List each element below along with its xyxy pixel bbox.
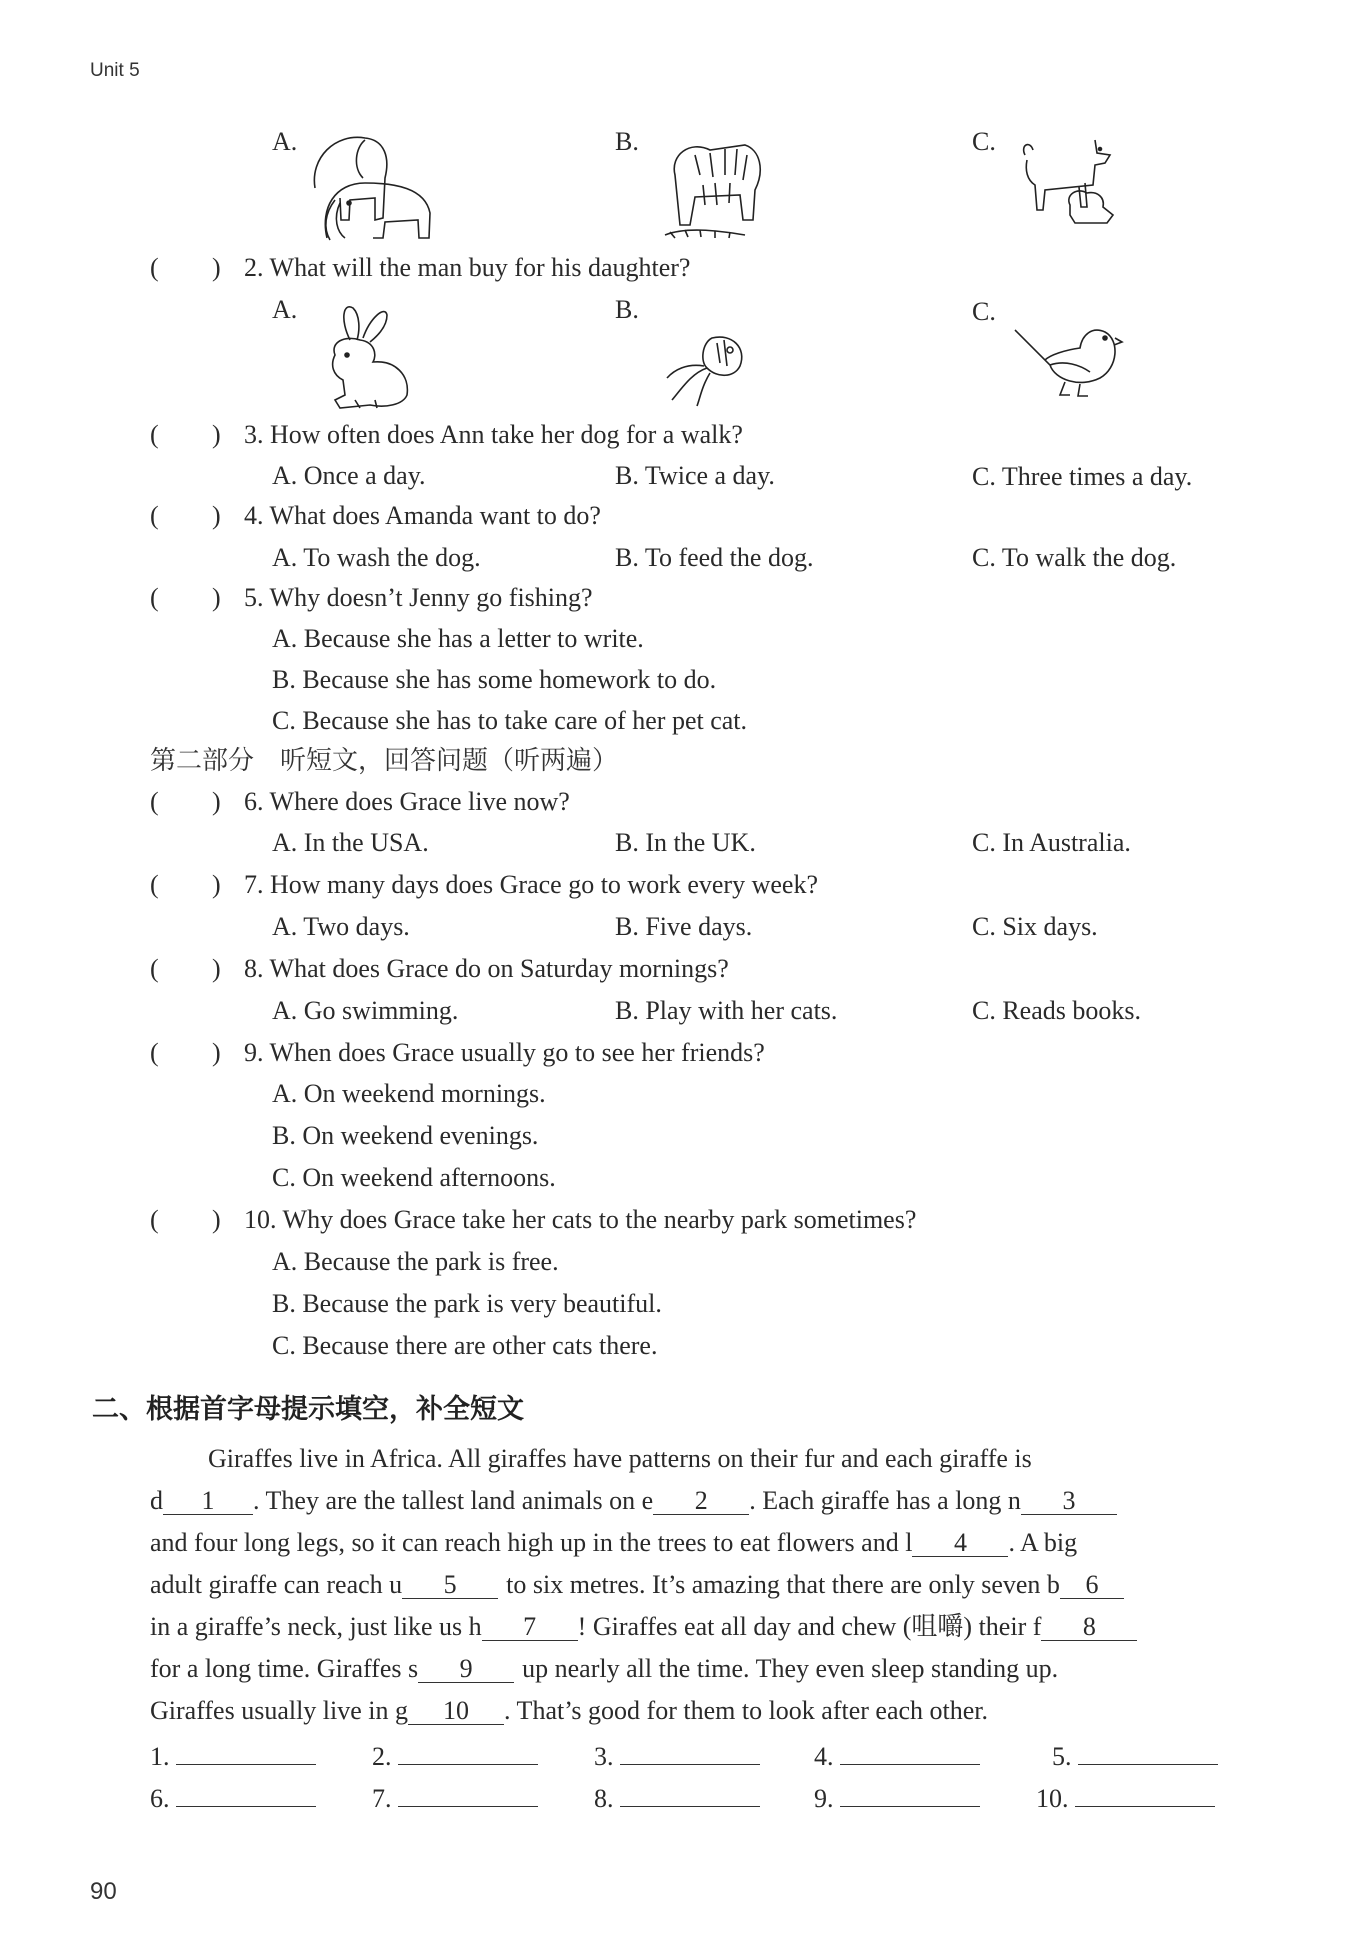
answer-line-6[interactable] xyxy=(176,1782,316,1807)
q9-question: 9. When does Grace usually go to see her friends? xyxy=(244,1038,765,1067)
rabbit-icon xyxy=(315,300,420,412)
q2-option-c-label: C. xyxy=(972,297,996,326)
answer-line-3[interactable] xyxy=(620,1740,760,1765)
q7-paren-right: ) xyxy=(212,870,221,899)
answer-row-1-item-3 xyxy=(594,1740,760,1772)
blank-1[interactable]: 1 xyxy=(163,1488,253,1515)
q2-paren-left: ( xyxy=(150,253,159,282)
q9-paren-left: ( xyxy=(150,1038,159,1067)
answer-row-2-item-8 xyxy=(594,1782,760,1814)
q7-option-a: A. Two days. xyxy=(272,912,410,941)
q9-paren-right: ) xyxy=(212,1038,221,1067)
answer-line-10[interactable] xyxy=(1075,1782,1215,1807)
passage-line-4 xyxy=(150,1570,1124,1600)
q3-paren-right: ) xyxy=(212,420,221,449)
q10-option-a: A. Because the park is free. xyxy=(272,1247,559,1276)
q2-question: 2. What will the man buy for his daughter? xyxy=(244,253,691,282)
answer-number: 8. xyxy=(594,1784,614,1813)
answer-number: 1. xyxy=(150,1742,170,1771)
q2-paren-right: ) xyxy=(212,253,221,282)
page-number: 90 xyxy=(90,1878,117,1905)
q3-option-a: A. Once a day. xyxy=(272,461,426,490)
q5-option-b: B. Because she has some homework to do. xyxy=(272,665,717,694)
passage-line-2 xyxy=(150,1486,1117,1516)
q6-option-b: B. In the UK. xyxy=(615,828,756,857)
passage-text: ! Giraffes eat all day and chew (咀嚼) their f xyxy=(577,1612,1042,1641)
bird-icon xyxy=(1010,320,1125,400)
answer-number: 4. xyxy=(814,1742,834,1771)
q10-option-c: C. Because there are other cats there. xyxy=(272,1331,658,1360)
passage-line-5 xyxy=(150,1612,1137,1642)
answer-number: 2. xyxy=(372,1742,392,1771)
q1-option-c-label: C. xyxy=(972,127,996,156)
q8-option-a: A. Go swimming. xyxy=(272,996,459,1025)
q6-paren-left: ( xyxy=(150,787,159,816)
q6-option-c: C. In Australia. xyxy=(972,828,1131,857)
q7-option-c: C. Six days. xyxy=(972,912,1098,941)
answer-number: 5. xyxy=(1052,1742,1072,1771)
unit-header: Unit 5 xyxy=(90,60,140,81)
passage-text: adult giraffe can reach u xyxy=(150,1570,403,1599)
q3-question: 3. How often does Ann take her dog for a walk? xyxy=(244,420,743,449)
q4-paren-right: ) xyxy=(212,501,221,530)
blank-5[interactable]: 5 xyxy=(402,1572,498,1599)
answer-line-9[interactable] xyxy=(840,1782,980,1807)
q3-paren-left: ( xyxy=(150,420,159,449)
passage-text: for a long time. Giraffes s xyxy=(150,1654,419,1683)
answer-row-2-item-6 xyxy=(150,1782,316,1814)
q5-option-a: A. Because she has a letter to write. xyxy=(272,624,644,653)
q2-option-a-label: A. xyxy=(272,295,298,324)
answer-line-4[interactable] xyxy=(840,1740,980,1765)
q8-option-c: C. Reads books. xyxy=(972,996,1141,1025)
q4-option-c: C. To walk the dog. xyxy=(972,543,1177,572)
passage-text: Giraffes usually live in g xyxy=(150,1696,409,1725)
q7-paren-left: ( xyxy=(150,870,159,899)
q5-paren-left: ( xyxy=(150,583,159,612)
part2-title: 第二部分 听短文，回答问题（听两遍） xyxy=(150,746,619,776)
answer-line-1[interactable] xyxy=(176,1740,316,1765)
passage-text: up nearly all the time. They even sleep standing up. xyxy=(522,1654,1059,1683)
answer-line-2[interactable] xyxy=(398,1740,538,1765)
passage-text: . That’s good for them to look after each other. xyxy=(504,1696,989,1725)
passage-text: d xyxy=(150,1486,163,1515)
blank-9[interactable]: 9 xyxy=(418,1656,514,1683)
q6-question: 6. Where does Grace live now? xyxy=(244,787,570,816)
q6-paren-right: ) xyxy=(212,787,221,816)
goldfish-icon xyxy=(662,318,752,408)
passage-text: . A big xyxy=(1008,1528,1078,1557)
answer-row-2-item-10 xyxy=(1036,1782,1215,1814)
q4-question: 4. What does Amanda want to do? xyxy=(244,501,601,530)
answer-row-2-item-7 xyxy=(372,1782,538,1814)
passage-line-1 xyxy=(208,1444,1032,1474)
elephants-icon xyxy=(305,128,440,243)
blank-6[interactable]: 6 xyxy=(1060,1572,1124,1599)
q2-option-b-label: B. xyxy=(615,295,639,324)
passage-text: to six metres. It’s amazing that there are only seven b xyxy=(506,1570,1060,1599)
passage-text: Giraffes live in Africa. All giraffes have patterns on their fur and each giraffe is xyxy=(208,1444,1032,1473)
answer-line-5[interactable] xyxy=(1078,1740,1218,1765)
passage-line-6 xyxy=(150,1654,1058,1684)
blank-2[interactable]: 2 xyxy=(653,1488,749,1515)
q1-option-b-label: B. xyxy=(615,127,639,156)
q10-paren-right: ) xyxy=(212,1205,221,1234)
passage-line-3 xyxy=(150,1528,1077,1558)
answer-number: 7. xyxy=(372,1784,392,1813)
q3-option-c: C. Three times a day. xyxy=(972,462,1193,491)
q10-question: 10. Why does Grace take her cats to the nearby park sometimes? xyxy=(244,1205,917,1234)
q9-option-c: C. On weekend afternoons. xyxy=(272,1163,556,1192)
q8-paren-right: ) xyxy=(212,954,221,983)
q1-option-a-label: A. xyxy=(272,127,298,156)
answer-row-1-item-2 xyxy=(372,1740,538,1772)
q7-question: 7. How many days does Grace go to work every week? xyxy=(244,870,818,899)
blank-4[interactable]: 4 xyxy=(912,1530,1008,1557)
answer-row-1-item-1 xyxy=(150,1740,316,1772)
q5-paren-right: ) xyxy=(212,583,221,612)
blank-8[interactable]: 8 xyxy=(1041,1614,1137,1641)
answer-number: 9. xyxy=(814,1784,834,1813)
q8-paren-left: ( xyxy=(150,954,159,983)
answer-line-8[interactable] xyxy=(620,1782,760,1807)
passage-text: and four long legs, so it can reach high up in the trees to eat flowers and l xyxy=(150,1528,913,1557)
passage-line-7 xyxy=(150,1696,988,1726)
q4-option-b: B. To feed the dog. xyxy=(615,543,814,572)
q5-question: 5. Why doesn’t Jenny go fishing? xyxy=(244,583,593,612)
answer-row-1-item-4 xyxy=(814,1740,980,1772)
q9-option-a: A. On weekend mornings. xyxy=(272,1079,546,1108)
dogs-icon xyxy=(1015,135,1125,230)
blank-10[interactable]: 10 xyxy=(408,1698,504,1725)
passage-text: in a giraffe’s neck, just like us h xyxy=(150,1612,482,1641)
q7-option-b: B. Five days. xyxy=(615,912,753,941)
answer-line-7[interactable] xyxy=(398,1782,538,1807)
passage-text: . They are the tallest land animals on e xyxy=(253,1486,654,1515)
q5-option-c: C. Because she has to take care of her pet cat. xyxy=(272,706,748,735)
answer-number: 6. xyxy=(150,1784,170,1813)
q9-option-b: B. On weekend evenings. xyxy=(272,1121,539,1150)
q6-option-a: A. In the USA. xyxy=(272,828,429,857)
blank-7[interactable]: 7 xyxy=(482,1614,578,1641)
q8-question: 8. What does Grace do on Saturday mornings? xyxy=(244,954,729,983)
tigers-icon xyxy=(655,135,770,240)
passage-text: . Each giraffe has a long n xyxy=(749,1486,1021,1515)
answer-number: 3. xyxy=(594,1742,614,1771)
q8-option-b: B. Play with her cats. xyxy=(615,996,838,1025)
q10-option-b: B. Because the park is very beautiful. xyxy=(272,1289,662,1318)
q3-option-b: B. Twice a day. xyxy=(615,461,775,490)
q4-option-a: A. To wash the dog. xyxy=(272,543,481,572)
answer-row-2-item-9 xyxy=(814,1782,980,1814)
section2-title: 二、根据首字母提示填空，补全短文 xyxy=(92,1394,524,1425)
q4-paren-left: ( xyxy=(150,501,159,530)
q10-paren-left: ( xyxy=(150,1205,159,1234)
blank-3[interactable]: 3 xyxy=(1021,1488,1117,1515)
answer-number: 10. xyxy=(1036,1784,1069,1813)
answer-row-1-item-5 xyxy=(1052,1740,1218,1772)
